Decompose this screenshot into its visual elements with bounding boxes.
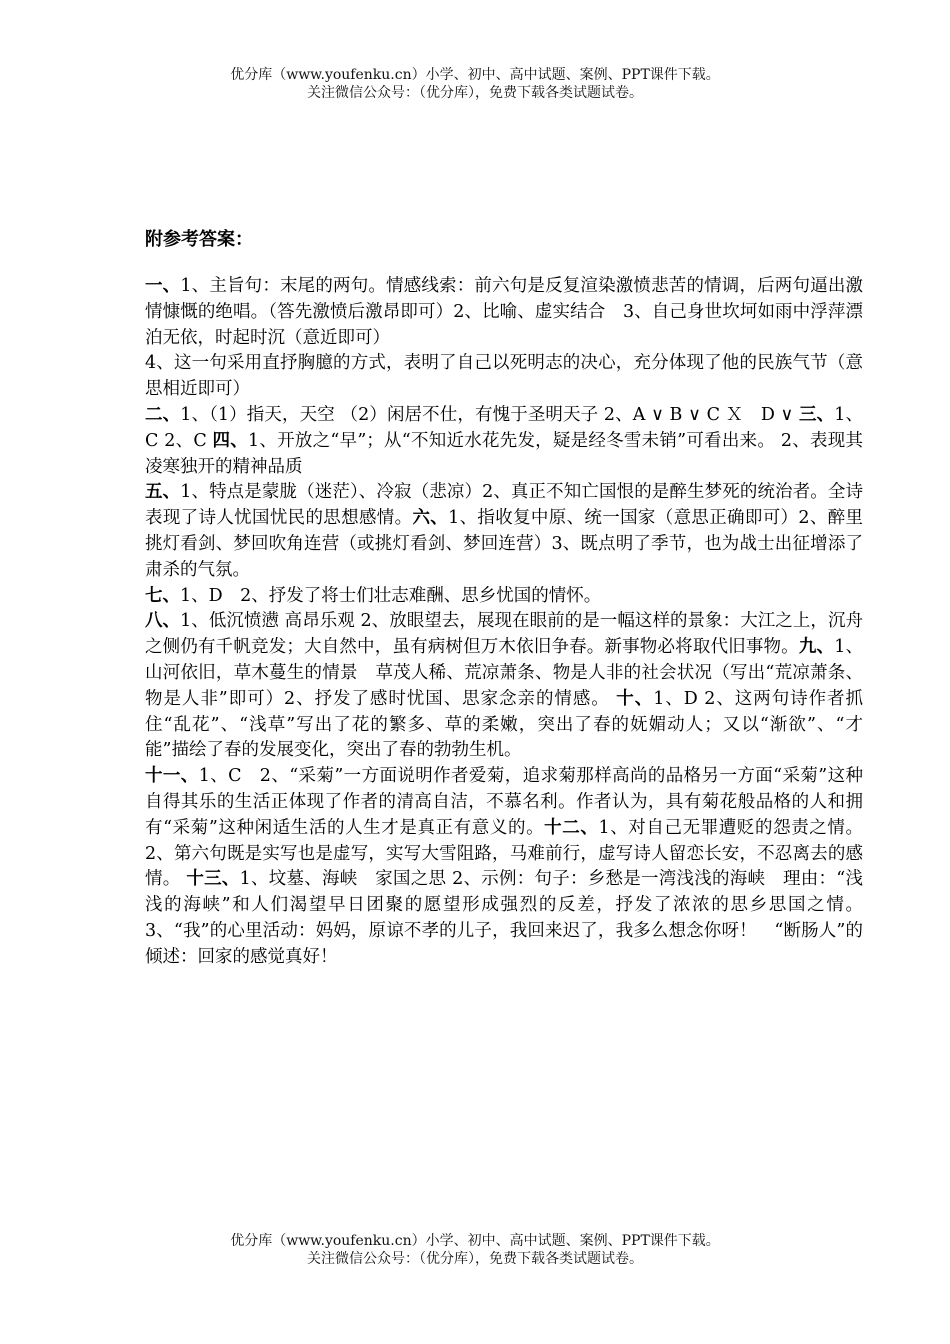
section-number: 十一、 (145, 766, 199, 787)
header-line-1: 优分库（www.youfenku.cn）小学、初中、高中试题、案例、PPT课件下载。 (230, 67, 720, 83)
header-line-2: 关注微信公众号：（优分库），免费下载各类试题试卷。 (307, 85, 643, 101)
section-number: 六、 (412, 508, 449, 529)
answer-text: 1、（1）指天，天空 （2）闲居不仕，有愧于圣明天子 2、A ∨ B ∨ C Ｘ D ∨ (180, 404, 800, 425)
section-number: 八、 (145, 611, 181, 632)
answer-section-1 (145, 274, 863, 351)
answer-sections-8-10 (145, 609, 863, 764)
answer-sections-11-13 (145, 764, 863, 970)
section-number: 五、 (145, 482, 181, 503)
section-number: 二、 (145, 404, 181, 425)
answer-sections-5-6 (145, 480, 863, 583)
section-number: 十三、 (186, 869, 240, 890)
answer-content (145, 226, 863, 971)
section-number: 十二、 (544, 817, 599, 838)
section-number: 九、 (798, 637, 835, 658)
answer-text: 1、指收复中原、统一国家（意思正确即可）2、醉里挑灯看剑、梦回吹角连营（或挑灯看剑、梦回连营）3、既点明了季节，也为战士出征增添了肃杀的气氛。 (145, 508, 864, 580)
section-number: 七、 (145, 585, 180, 606)
answer-text: 1、D 2、这两句诗作者抓住“乱花”、“浅草”写出了花的繁多、草的柔嫩，突出了春的妩媚动人；又以“渐欲”、“才能”描绘了春的发展变化，突出了春的勃勃生机。 (145, 688, 863, 761)
answer-text: 1、对自己无罪遭贬的怨责之情。2、第六句既是实写也是虚写，实写大雪阻路，马难前行，虚写诗人留恋长安，不忍离去的感情。 (145, 817, 863, 890)
section-number: 三、 (799, 404, 835, 425)
footer-line-1: 优分库（www.youfenku.cn）小学、初中、高中试题、案例、PPT课件下载。 (230, 1233, 720, 1249)
section-number: 四、 (212, 430, 249, 451)
answer-section-1-continued (145, 351, 863, 403)
answer-section-7 (145, 584, 863, 610)
answer-text: 1、C 2、C (145, 404, 863, 451)
section-number: 一、 (145, 276, 181, 296)
answer-text: 1、主旨句：末尾的两句。情感线索：前六句是反复渲染激愤悲苦的情调，后两句逼出激情慷慨的绝唱。（答先激愤后激昂即可）2、比喻、虚实结合 3、自己身世坎坷如雨中浮萍漂泊无依，时起时沉（意近即可） (145, 276, 863, 348)
answer-text: 1、开放之“早”；从“不知近水花先发，疑是经冬雪未销”可看出来。 2、表现其凌寒独开的精神品质 (145, 430, 863, 477)
answer-sections-2-4 (145, 403, 863, 480)
page-title: 附参考答案： (145, 229, 253, 250)
section-number: 十、 (616, 688, 654, 709)
answer-text: 1、C 2、“采菊”一方面说明作者爱菊，追求菊那样高尚的品格另一方面“采菊”这种自得其乐的生活正体现了作者的清高自洁，不慕名利。作者认为，具有菊花般品格的人和拥有“采菊”这种闲适生活的人生才是真正有意义的。 (145, 766, 863, 838)
answer-text: 1、特点是蒙胧（迷茫）、冷寂（悲凉）2、真正不知亡国恨的是醉生梦死的统治者。全诗表现了诗人忧国忧民的思想感情。 (145, 482, 863, 529)
answer-text: 1、坟墓、海峡 家国之思 2、示例：句子：乡愁是一湾浅浅的海峡 理由：“浅浅的海峡”和人们渴望早日团聚的愿望形成强烈的反差，抒发了浓浓的思乡思国之情。 3、“我”的心里活动：妈妈，原谅不孝的儿子，我回来迟了，我多么想念你呀！ “断肠人”的倾述：回家的感觉真好！ (145, 869, 863, 967)
answer-text: 1、低沉愤懑 高昂乐观 2、放眼望去，展现在眼前的是一幅这样的景象：大江之上，沉舟之侧仍有千帆竞发；大自然中，虽有病树但万木依旧争春。新事物必将取代旧事物。 (145, 611, 863, 658)
page-header (0, 66, 950, 102)
answer-text: 1、D 2、抒发了将士们壮志难酬、思乡忧国的情怀。 (180, 585, 602, 606)
answer-text: 1、山河依旧，草木蔓生的情景 草茂人稀、荒凉萧条、物是人非的社会状况（写出“荒凉萧条、物是人非”即可）2、抒发了感时忧国、思家念亲的情感。 (145, 637, 863, 709)
answer-text: 4、这一句采用直抒胸臆的方式，表明了自己以死明志的决心，充分体现了他的民族气节（意思相近即可） (145, 353, 863, 400)
footer-line-2: 关注微信公众号：（优分库），免费下载各类试题试卷。 (307, 1251, 643, 1267)
page-footer (0, 1232, 950, 1268)
